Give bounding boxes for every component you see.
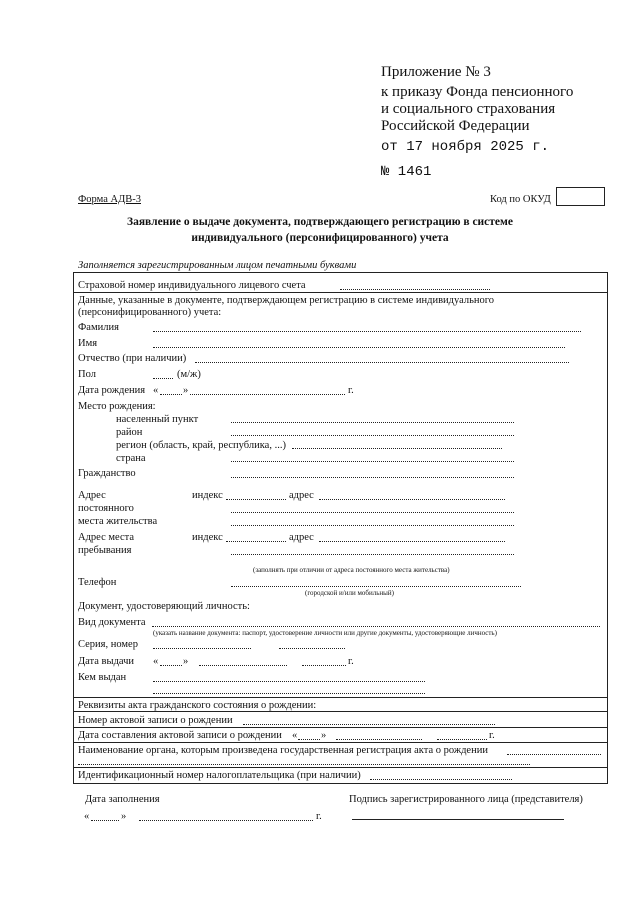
- phone-field[interactable]: [231, 586, 521, 587]
- perm-address-field-2[interactable]: [231, 512, 514, 513]
- inn-field[interactable]: [370, 779, 512, 780]
- order-line-1: к приказу Фонда пенсионного: [381, 84, 574, 100]
- locality-label: населенный пункт: [116, 414, 199, 425]
- row-divider: [73, 742, 608, 743]
- birth-place-label: Место рождения:: [78, 401, 156, 412]
- perm-index-label: индекс: [192, 490, 223, 501]
- perm-address-field-1[interactable]: [319, 499, 505, 500]
- signature-label: Подпись зарегистрированного лица (представителя): [349, 794, 583, 805]
- patronymic-label: Отчество (при наличии): [78, 353, 187, 364]
- perm-address-label-2: постоянного: [78, 503, 134, 514]
- sex-label: Пол: [78, 369, 96, 380]
- district-label: район: [116, 427, 143, 438]
- act-day-close-quote: »: [321, 730, 327, 741]
- act-day-field[interactable]: [298, 739, 320, 740]
- perm-address-label-3: места жительства: [78, 516, 158, 527]
- name-field[interactable]: [153, 347, 565, 348]
- snils-label: Страховой номер индивидуального лицевого счета: [78, 280, 306, 291]
- act-date-label: Дата составления актовой записи о рождении: [78, 730, 282, 741]
- issue-year-field[interactable]: [302, 665, 346, 666]
- perm-index-field[interactable]: [226, 499, 286, 500]
- issue-year-suffix: г.: [348, 656, 354, 667]
- doc-type-hint: (указать название документа: паспорт, удостоверение личности или другие документы, удостоверяющие личность): [153, 629, 497, 637]
- birth-day-field[interactable]: [160, 394, 182, 395]
- issue-day-close-quote: »: [183, 656, 189, 667]
- fill-day-open-quote: «: [84, 811, 90, 822]
- act-org-label: Наименование органа, которым произведена государственная регистрация акта о рождении: [78, 745, 488, 756]
- phone-hint: (городской и/или мобильный): [305, 589, 394, 597]
- phone-label: Телефон: [78, 577, 117, 588]
- surname-field[interactable]: [153, 331, 581, 332]
- birth-date-label: Дата рождения: [78, 385, 146, 396]
- order-line-3: Российской Федерации: [381, 118, 530, 134]
- country-field[interactable]: [231, 461, 514, 462]
- signature-line[interactable]: [352, 819, 564, 820]
- birth-day-close-quote: »: [183, 385, 189, 396]
- fill-instructions: Заполняется зарегистрированным лицом печатными буквами: [78, 260, 357, 271]
- issued-by-field-1[interactable]: [153, 681, 425, 682]
- stay-address-hint: (заполнять при отличии от адреса постоянного места жительства): [253, 566, 450, 574]
- data-paragraph-line-1: Данные, указанные в документе, подтверждающем регистрацию в системе индивидуального: [78, 295, 495, 306]
- act-year-field[interactable]: [437, 739, 487, 740]
- citizenship-field[interactable]: [231, 477, 514, 478]
- surname-label: Фамилия: [78, 322, 119, 333]
- stay-index-label: индекс: [192, 532, 223, 543]
- issued-by-label: Кем выдан: [78, 672, 127, 683]
- sex-field[interactable]: [153, 378, 173, 379]
- stay-index-field[interactable]: [226, 541, 286, 542]
- issue-date-label: Дата выдачи: [78, 656, 135, 667]
- fill-year-suffix: г.: [316, 811, 322, 822]
- perm-address-word: адрес: [289, 490, 314, 501]
- row-divider: [73, 711, 608, 712]
- row-divider: [73, 292, 608, 293]
- data-paragraph-line-2: (персонифицированного) учета:: [78, 307, 222, 318]
- issued-by-field-2[interactable]: [153, 693, 425, 694]
- stay-address-field-2[interactable]: [231, 554, 514, 555]
- issue-month-field[interactable]: [199, 665, 287, 666]
- stay-address-word: адрес: [289, 532, 314, 543]
- birth-day-open-quote: «: [153, 385, 159, 396]
- civil-act-label: Реквизиты акта гражданского состояния о рождении:: [78, 700, 317, 711]
- issue-day-field[interactable]: [160, 665, 182, 666]
- stay-address-field-1[interactable]: [319, 541, 505, 542]
- row-divider: [73, 697, 608, 698]
- appendix-number: Приложение № 3: [381, 64, 491, 80]
- act-org-field-2[interactable]: [78, 764, 530, 765]
- act-number-label: Номер актовой записи о рождении: [78, 715, 233, 726]
- birth-month-year-field[interactable]: [190, 394, 345, 395]
- doc-series-field[interactable]: [153, 648, 251, 649]
- stay-address-label-1: Адрес места: [78, 532, 134, 543]
- citizenship-label: Гражданство: [78, 468, 136, 479]
- region-label: регион (область, край, республика, ...): [116, 440, 286, 451]
- form-title-line-2: индивидуального (персонифицированного) учета: [191, 232, 449, 244]
- inn-label: Идентификационный номер налогоплательщика (при наличии): [78, 770, 361, 781]
- row-divider: [73, 727, 608, 728]
- order-line-2: и социального страхования: [381, 101, 556, 117]
- doc-number-field[interactable]: [279, 648, 345, 649]
- perm-address-label-1: Адрес: [78, 490, 106, 501]
- okud-code-box[interactable]: [556, 187, 605, 206]
- stay-address-label-2: пребывания: [78, 545, 132, 556]
- perm-address-field-3[interactable]: [231, 525, 514, 526]
- okud-label: Код по ОКУД: [490, 194, 551, 205]
- form-code: Форма АДВ-3: [78, 194, 141, 205]
- fill-day-close-quote: »: [121, 811, 127, 822]
- act-org-field-1[interactable]: [507, 754, 601, 755]
- fill-month-year-field[interactable]: [139, 820, 313, 821]
- act-month-field[interactable]: [336, 739, 422, 740]
- issue-day-open-quote: «: [153, 656, 159, 667]
- name-label: Имя: [78, 338, 98, 349]
- row-divider: [73, 767, 608, 768]
- country-label: страна: [116, 453, 146, 464]
- district-field[interactable]: [231, 435, 514, 436]
- series-number-label: Серия, номер: [78, 639, 138, 650]
- doc-type-field[interactable]: [152, 626, 600, 627]
- region-field[interactable]: [292, 448, 502, 449]
- sex-hint: (м/ж): [177, 369, 201, 380]
- order-number: № 1461: [381, 164, 432, 180]
- patronymic-field[interactable]: [195, 362, 569, 363]
- fill-day-field[interactable]: [91, 820, 119, 821]
- act-number-field[interactable]: [243, 724, 495, 725]
- doc-type-label: Вид документа: [78, 617, 146, 628]
- form-title-line-1: Заявление о выдаче документа, подтверждающего регистрацию в системе: [127, 216, 513, 228]
- snils-field[interactable]: [340, 289, 490, 290]
- birth-year-suffix: г.: [348, 385, 354, 396]
- id-document-label: Документ, удостоверяющий личность:: [78, 601, 250, 612]
- act-year-suffix: г.: [489, 730, 495, 741]
- locality-field[interactable]: [231, 422, 514, 423]
- fill-date-label: Дата заполнения: [85, 794, 160, 805]
- act-day-open-quote: «: [292, 730, 298, 741]
- order-date: от 17 ноября 2025 г.: [381, 139, 550, 155]
